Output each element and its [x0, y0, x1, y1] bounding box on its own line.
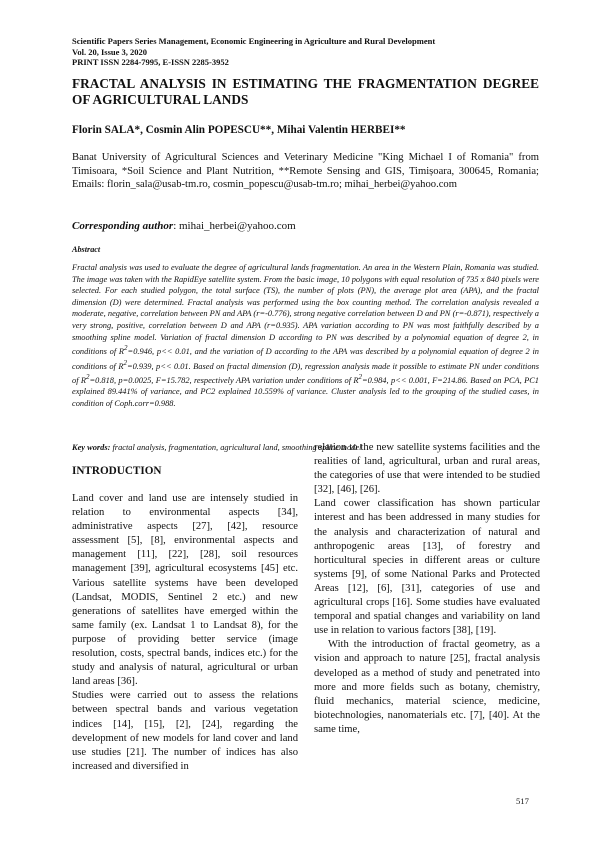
abstract-part-1: Fractal analysis was used to evaluate the degree of agricultural lands fragmentation. An area in the Western Plain, Romania was studied. The image was taken with the RapidEye satellite system. From the basic image, 10 polygons with equal resolution of 735 x 840 pixels were selected. For each studied polygon, the total surface (TS), the number of plots (PN), the average plot area (APA), and the fractal dimension (D) were determined. Fractal analysis was performed using the box counting method. The correlation analysis revealed a moderate, negative, correlation between PN and APA (r=-0.776), strong negative correlation between D and PN (r=-0.871), respectively a very strong, positive, correlation between D and APA (r=0.935). APA variation according to PN was most faithfully described by a smoothing spline model. Variation of fractal dimension D according to PN was described by a polynomial equation of degree 2, in conditions of R	[72, 263, 539, 356]
corresponding-author-label: Corresponding author	[72, 220, 174, 232]
corresponding-author-email: : mihai_herbei@yahoo.com	[173, 220, 296, 232]
keywords-list: fractal analysis, fragmentation, agricultural land, smoothing spline model	[110, 443, 362, 452]
introduction-heading: INTRODUCTION	[72, 465, 162, 477]
journal-header	[72, 36, 532, 68]
journal-issn: PRINT ISSN 2284-7995, E-ISSN 2285-3952	[72, 57, 229, 67]
journal-volume: Vol. 20, Issue 3, 2020	[72, 46, 148, 57]
abstract-part-5: =0.984, p<< 0.001, F=214.86. Based on PCA, PC1 explained 89.441% of variance, and PC2 explained 10.559% of variance. Cluster analysis led to the grouping of the studied cases, in condition of Coph.corr=0.988.	[72, 375, 539, 408]
abstract-text	[72, 262, 539, 410]
page-number: 517	[516, 796, 529, 806]
author-list: Florin SALA*, Cosmin Alin POPESCU**, Mihai Valentin HERBEI**	[72, 124, 406, 136]
abstract-part-2: =0.946, p<< 0.01, and the variation of D according to the APA was described by a polynomial equation of degree 2 in conditions of R	[72, 346, 539, 371]
keywords-label: Key words:	[72, 443, 111, 452]
paper-title: FRACTAL ANALYSIS IN ESTIMATING THE FRAGMENTATION DEGREE OF AGRICULTURAL LANDS	[72, 76, 539, 107]
right-column	[314, 441, 540, 737]
journal-series: Scientific Papers Series Management, Economic Engineering in Agriculture and Rural Development	[72, 36, 436, 46]
superscript: 2	[124, 344, 128, 353]
superscript: 2	[358, 372, 362, 381]
abstract-heading: Abstract	[72, 245, 101, 254]
intro-paragraph-3: Land cower classification has shown particular interest and has been addressed in many studies for the analysis and characterization of natural and anthropogenic areas [13], of forestry and horticultural species in different areas or culture systems [9], of some National Parks and Protected Areas [12], [6], [31], categories of use and agricultural crops [16]. Some studies have evaluated temporal and spatial changes and variability on land use in relation to various factors [38], [19].	[314, 498, 540, 637]
intro-paragraph-2-continued: relation to the new satellite systems facilities and the realities of land, agricultural, urban and rural areas, the categories of use that were intended to be studied [32], [46], [26].	[314, 442, 540, 496]
corresponding-author	[72, 220, 539, 232]
intro-paragraph-1: Land cover and land use are intensely studied in relation to environmental aspects [34], administrative aspects [27], [42], resource assessment [5], [8], environmental aspects and management [11], [22], [28], soil resources management [39], agricultural ecosystems [45] etc. Various satellite systems have been developed (Landsat, MODIS, Sentinel 2 etc.) and new generations of satellites have emerged within the same family (ex. Landsat 1 to Landsat 8), for the purpose of providing better service (image resolution, costs, spectral bands, indices etc.) for the study and analysis of natural, agricultural or urban land areas [36].	[72, 493, 298, 688]
left-column	[72, 492, 298, 774]
author-affiliation: Banat University of Agricultural Sciences and Veterinary Medicine "King Michael I of Romania" from Timisoara, *Soil Science and Plant Nutrition, **Remote Sensing and GIS, Timișoara, 300645, Romania; Emails: florin_sala@usab-tm.ro, cosmin_popescu@usab-tm.ro; mihai_herbei@yahoo.com	[72, 152, 539, 191]
abstract-part-4: =0.818, p=0.0025, F=15.782, respectively APA variation under conditions of R	[89, 375, 359, 385]
intro-paragraph-4: With the introduction of fractal geometry, as a vision and approach to nature [25], fractal analysis developed as a method of study and penetrated into more and more fields such as botany, chemistry, fluid mechanics, material science, medicine, biotechnologies, nanomaterials etc. [7], [40]. At the same time,	[314, 639, 540, 735]
superscript: 2	[123, 358, 127, 367]
intro-paragraph-2: Studies were carried out to assess the relations between spectral bands and various vegetation indices [14], [15], [2], [24], regarding the development of new models for land cover and land use studies [21]. The number of indices has also increased and diversified in	[72, 690, 298, 772]
abstract-part-3: =0.939, p<< 0.01. Based on fractal dimension (D), regression analysis made it possible to estimate PN under conditions of R	[72, 361, 539, 385]
superscript: 2	[85, 372, 90, 381]
